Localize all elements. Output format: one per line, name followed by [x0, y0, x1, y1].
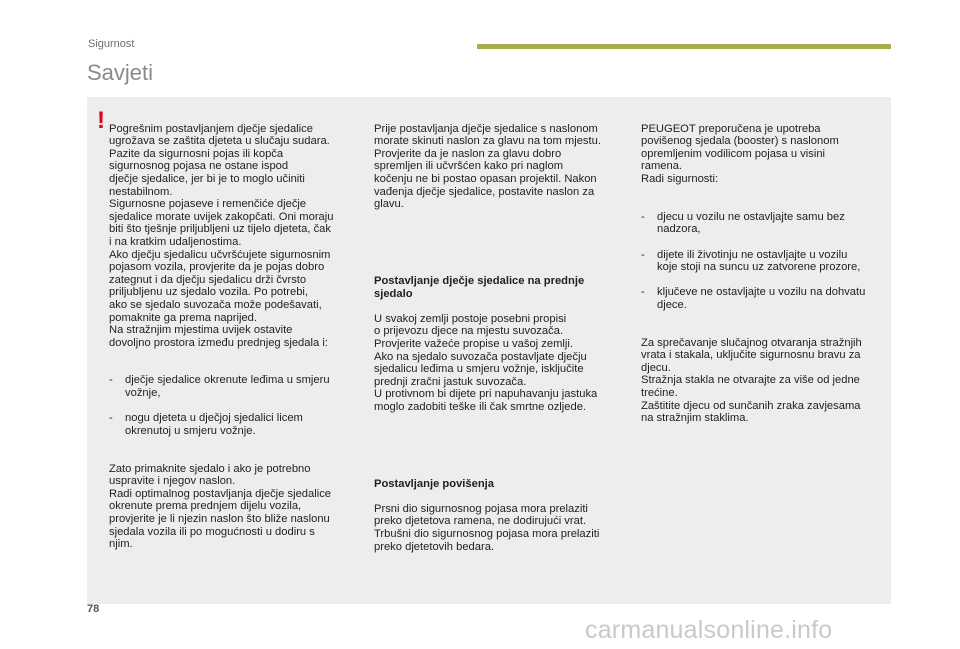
child-lock-paragraph: Za sprečavanje slučajnog otvaranja stražnjih vrata i stakala, uključite sigurnosnu bravu za djecu. Stražnja stakla ne otvarajte za više od jedne trećine. Zaštitite djecu od sunčanih zraka zavjesama na stražnjim staklima. [641, 336, 862, 425]
page-title: Savjeti [87, 60, 154, 85]
page-number: 78 [87, 603, 100, 615]
warning-list [109, 362, 357, 450]
column-warning [109, 110, 357, 563]
booster-heading: Postavljanje povišenja [374, 477, 495, 490]
spacer [374, 223, 624, 262]
front-seat-heading: Postavljanje dječje sjedalice na prednje sjedalo [374, 274, 585, 300]
header-rule [477, 44, 891, 49]
front-seat-paragraph: U svakoj zemlji postoje posebni propisi o prijevozu djece na mjestu suvozača. Provjerite važeće propise u vašoj zemlji. Ako na sjedalo suvozača postavljate dječju sjedalicu leđima u smjeru vožnje, isključite prednji zračni jastuk suvozača. U protivnom bi dijete pri napuhavanju jastuka moglo zadobiti teške ili čak smrtne ozljede. [374, 312, 598, 413]
list-item: - dijete ili životinju ne ostavljajte u vozilu koje stoji na suncu uz zatvorene prozore, [641, 249, 886, 274]
spacer [374, 426, 624, 465]
exclamation-warning-icon: ! [97, 107, 105, 134]
warning-paragraph-2: Zato primaknite sjedalo i ako je potrebno uspravite i njegov naslon. Radi optimalnog postavljanja dječje sjedalice okrenute prema prednjem dijelu vozila, provjerite je li njezin naslon što bliže naslonu sjedala vozila ili po mogućnosti u dodiru s njim. [109, 462, 332, 551]
safety-list [641, 198, 886, 324]
column-safety-tips [641, 110, 886, 437]
column-instructions [374, 110, 624, 566]
recommendation-paragraph: PEUGEOT preporučena je upotreba povišenog sjedala (booster) s naslonom opremljenim vodilicom pojasa u visini ramena. Radi sigurnosti: [641, 122, 839, 185]
watermark: carmanualsonline.info [585, 616, 833, 644]
list-item: - djecu u vozilu ne ostavljajte samu bez nadzora, [641, 211, 886, 236]
section-label: Sigurnost [88, 38, 135, 50]
warning-paragraph-1: Pogrešnim postavljanjem dječje sjedalice ugrožava se zaštita djeteta u slučaju sudara. Pazite da sigurnosni pojas ili kopča sigurnosnog pojasa ne ostane ispod dječje sjedalice, jer bi je to moglo učiniti nestabilnom. Sigurnosne pojaseve i remenčiće dječje sjedalice morate uvijek zakopčati. Oni moraju biti što tješnje priljubljeni uz tijelo djeteta, čak i na kratkim udaljenostima. Ako dječju sjedalicu učvršćujete sigurnosnim pojasom vozila, provjerite da je pojas dobro zategnut i da dječju sjedalicu drži čvrsto priljubljenu uz sjedalo vozila. Po potrebi, ako se sjedalo suvozača može podešavati, pomaknite ga prema naprijed. Na stražnjim mjestima uvijek ostavite dovoljno prostora između prednjeg sjedala i: [109, 122, 334, 349]
list-item: - dječje sjedalice okrenute leđima u smjeru vožnje, [109, 374, 357, 399]
booster-paragraph: Prsni dio sigurnosnog pojasa mora prelaziti preko djetetova ramena, ne dodirujući vrat. Trbušni dio sigurnosnog pojasa mora prelaziti preko djetetovih bedara. [374, 502, 600, 553]
list-item: - ključeve ne ostavljajte u vozilu na dohvatu djece. [641, 286, 886, 311]
list-item: - nogu djeteta u dječjoj sjedalici licem okrenutoj u smjeru vožnje. [109, 412, 357, 437]
headrest-paragraph: Prije postavljanja dječje sjedalice s naslonom morate skinuti naslon za glavu na tom mjestu. Provjerite da je naslon za glavu dobro spremljen ili učvršćen kako pri naglom kočenju ne bi postao opasan projektil. Nakon vađenja dječje sjedalice, postavite naslon za glavu. [374, 122, 601, 211]
